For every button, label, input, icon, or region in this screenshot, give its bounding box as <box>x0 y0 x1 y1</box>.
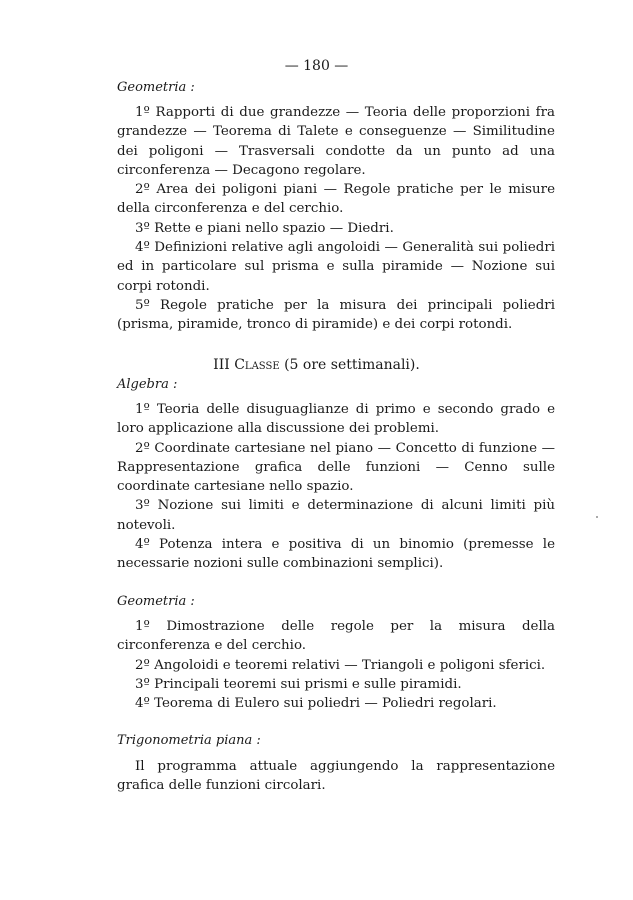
section-geometria-2 <box>117 594 555 713</box>
class-number: III <box>213 357 230 373</box>
section-title: Algebra : <box>117 377 178 392</box>
margin-speck <box>596 516 598 518</box>
paragraph: Il programma attuale aggiungendo la rappresentazione grafica delle funzioni circolari. <box>117 759 555 794</box>
page-number: — 180 — <box>284 58 349 74</box>
class-heading <box>0 357 633 373</box>
section-geometria-1 <box>117 80 555 335</box>
list-item: 2º Area dei poligoni piani — Regole pratiche per le misure della circonferenza e del cerchio. <box>117 182 555 217</box>
list-item: 3º Rette e piani nello spazio — Diedri. <box>135 220 394 236</box>
class-hours: (5 ore settimanali). <box>284 357 420 373</box>
section-title: Geometria : <box>117 80 195 95</box>
list-item: 3º Principali teoremi sui prismi e sulle piramidi. <box>135 676 462 692</box>
class-word: Classe <box>234 357 280 373</box>
list-item: 4º Teorema di Eulero sui poliedri — Poliedri regolari. <box>135 696 497 712</box>
list-item: 4º Definizioni relative agli angoloidi — Generalità sui poliedri ed in particolare sul prisma e sulla piramide — Nozione sui corpi rotondi. <box>117 240 555 294</box>
list-item: 1º Dimostrazione delle regole per la misura della circonferenza e del cerchio. <box>117 619 555 654</box>
list-item: 2º Coordinate cartesiane nel piano — Concetto di funzione — Rappresentazione grafica delle funzioni — Cenno sulle coordinate cartesiane nello spazio. <box>117 440 555 495</box>
section-title: Trigonometria piana : <box>117 733 261 748</box>
list-item: 3º Nozione sui limiti e determinazione di alcuni limiti più notevoli. <box>117 498 555 533</box>
section-trigonometria <box>117 733 555 796</box>
section-algebra <box>117 377 555 574</box>
list-item: 1º Rapporti di due grandezze — Teoria delle proporzioni fra grandezze — Teorema di Talete e conseguenze — Similitudine dei poligoni — Trasversali condotte da un punto ad una circonferenza — Decagono regolare. <box>117 105 555 178</box>
section-title: Geometria : <box>117 594 195 609</box>
list-item: 2º Angoloidi e teoremi relativi — Triangoli e poligoni sferici. <box>135 657 546 673</box>
list-item: 1º Teoria delle disuguaglianze di primo e secondo grado e loro applicazione alla discussione dei problemi. <box>117 402 555 437</box>
list-item: 5º Regole pratiche per la misura dei principali poliedri (prisma, piramide, tronco di piramide) e dei corpi rotondi. <box>117 297 555 333</box>
list-item: 4º Potenza intera e positiva di un binomio (premesse le necessarie nozioni sulle combinazioni semplici). <box>117 537 555 572</box>
